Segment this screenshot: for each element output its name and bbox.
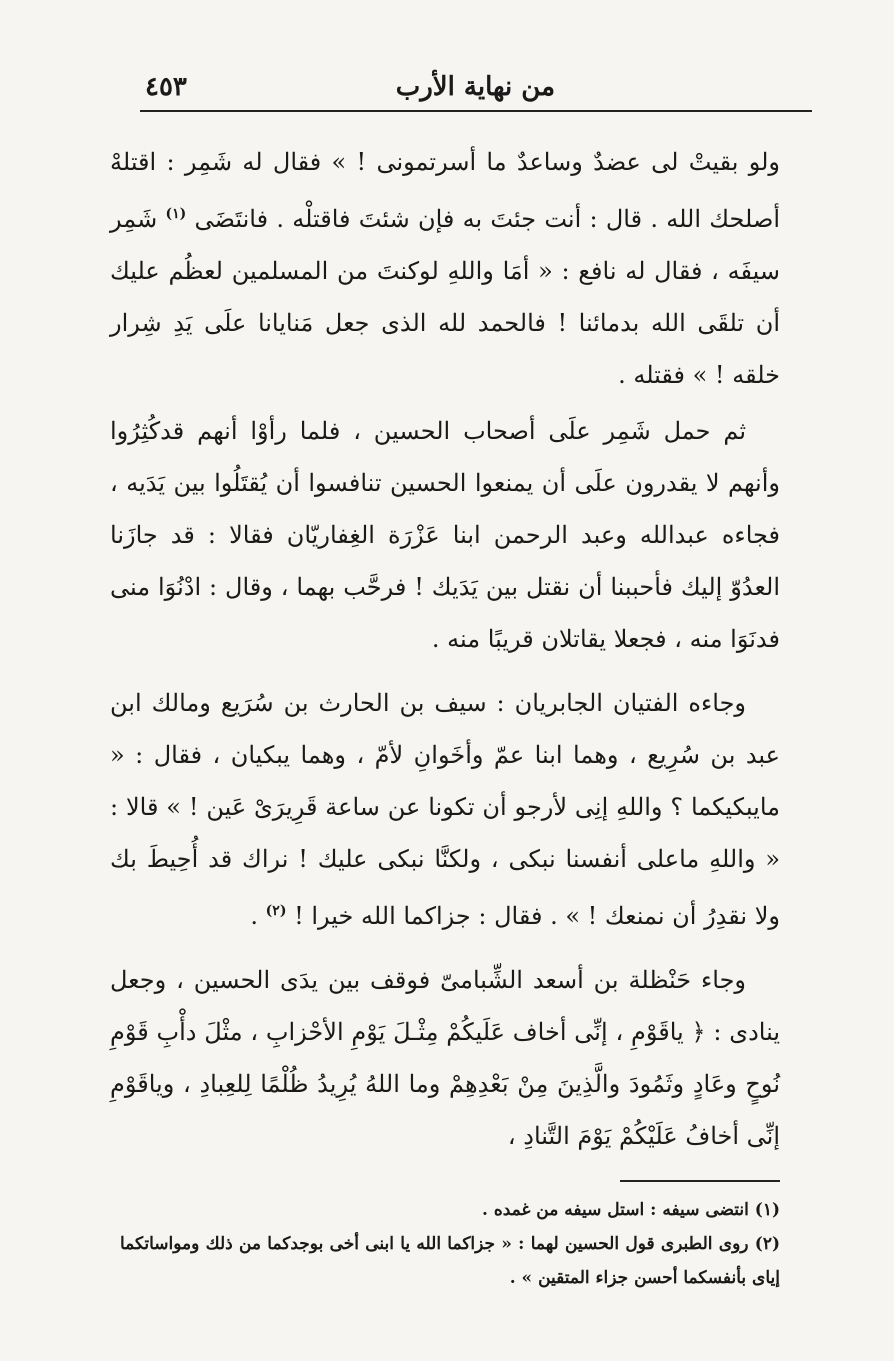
paragraph-4-text: وجاء حَنْظلة بن أسعد الشِّبامىّ فوقف بين يدَى الحسين ، وجعل ينادى : ﴿ ياقَوْمِ ، إنِّى أخاف عَلَيكُمْ مِثْـلَ يَوْمِ الأحْزابِ ، مثْلَ دأْبِ قَوْمِ نُوحٍ وعَادٍ وثَمُودَ والَّذِينَ مِنْ بَعْدِهِمْ وما اللهُ يُرِيدُ ظُلْمًا لِلعِبادِ ، وياقَوْمِ إنِّى أخافُ عَلَيْكُمْ يَوْمَ التَّنادِ ، [110,966,781,1150]
paragraph-2 [110,405,780,665]
footnote-1: (١) انتضى سيفه : استل سيفه من غمده . [481,1200,780,1220]
body-text [110,136,780,1166]
paragraph-2-text: ثم حمل شَمِر علَى أصحاب الحسين ، فلما رأوْا أنهم قدكُثِرُوا وأنهم لا يقدرون علَى أن يمنعوا الحسين تنافسوا أن يُقتَلُوا بين يَدَيه ، فجاءه عبدالله وعبد الرحمن ابنا عَزْرَة الغِفاريّان فقالا : قد جازَنا العدُوّ إليك فأحببنا أن نقتل بين يَدَيك ! فرحَّب بهما ، وقال : ادْنُوَا منى فدنَوَا منه ، فجعلا يقاتلان قريبًا منه . [110,417,780,653]
paragraph-4 [110,954,780,1162]
paragraph-1-text: ولو بقيتْ لى عضدٌ وساعدٌ ما أسرتمونى ! » فقال له شَمِر : اقتلهْ أصلحك الله . قال : أنت جئتَ به فإن شئتَ فاقتلْه . فانتَضَى [110,148,780,233]
header-rule [140,110,812,112]
footnotes [120,1193,780,1295]
paragraph-1 [110,136,780,401]
paragraph-3-text: وجاءه الفتيان الجابريان : سيف بن الحارث بن سُرَيع ومالك ابن عبد بن سُرِيع ، وهما ابنا عمّ وأخَوانِ لأمّ ، وهما يبكيان ، فقال : « مايبكيكما ؟ واللهِ إنِى لأرجو أن تكونا عن ساعة قَرِيرَىْ عَين ! » قالا : « واللهِ ماعلى أنفسنا نبكى ، ولكنَّا نبكى عليك ! نراك قد أُحِيطَ بك ولا نقدِرُ أن نمنعك ! » . فقال : جزاكما الله خيرا ! [110,689,781,930]
page-number: ٤٥٣ [145,72,187,102]
footnote-marker-1: (١) [165,206,187,222]
page-header [145,62,785,102]
paragraph-1-continuation: شَمِر سيفَه ، فقال له نافع : « أمَا واللهِ لوكنتَ من المسلمين لعظُم عليك أن تلقَى الله بدمائنا ! فالحمد لله الذى جعل مَنايانا علَى يَدِ شِرار خلقه ! » فقتله . [110,205,780,389]
footnote-marker-2: (٢) [265,903,287,919]
paragraph-3-end: . [250,902,259,930]
paragraph-3 [110,677,780,942]
running-title: من نهاية الأرب [395,72,555,102]
footnote-2: (٢) روى الطبرى قول الحسين لهما : « جزاكما الله يا ابنى أخى بوجدكما من ذلك ومواساتكما إياى بأنفسكما أحسن جزاء المتقين » . [120,1234,780,1288]
footnote-rule [620,1180,780,1182]
